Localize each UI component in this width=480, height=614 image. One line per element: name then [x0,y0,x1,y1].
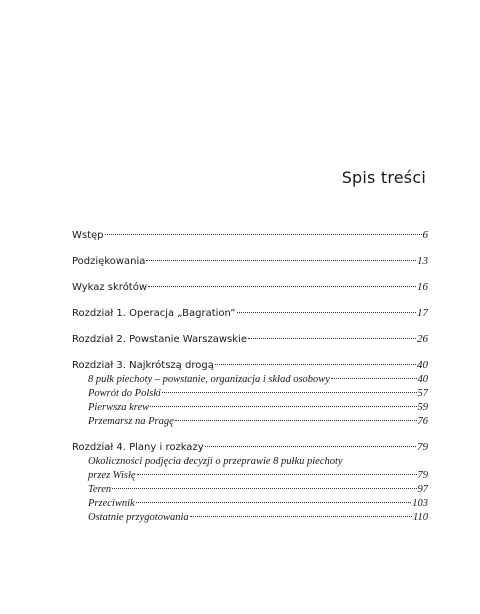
dot-leader [112,488,416,489]
toc-entry-label: Wstęp [72,230,104,241]
toc-subentry[interactable] [72,497,428,511]
toc-entry-label: Rozdział 2. Powstanie Warszawskie [72,334,247,345]
toc-subentry[interactable] [72,469,428,483]
toc-entry-wstep[interactable] [72,228,428,243]
toc-subentry-first-line[interactable] [72,455,428,469]
dot-leader [237,312,417,313]
dot-leader [150,406,416,407]
toc-subentry-page: 57 [417,388,428,399]
toc-entry-chapter-4[interactable] [72,440,428,455]
dot-leader [205,446,416,447]
toc-subentry[interactable] [72,511,428,525]
toc-subentry-label-line1: Okoliczności podjęcia decyzji o przeprawie 8 pułku piechoty [88,456,343,467]
toc-entry-label: Rozdział 1. Operacja „Bagration” [72,308,236,319]
toc-subentry-label: Przeciwnik [88,498,135,509]
dot-leader [148,286,416,287]
dot-leader [215,364,416,365]
toc-entry-chapter-1[interactable] [72,306,428,321]
toc-subentry[interactable] [72,387,428,401]
dot-leader [331,378,417,379]
toc-subentry-page: 79 [417,470,428,481]
toc-entry-label: Rozdział 3. Najkrótszą drogą [72,360,214,371]
toc-entry-chapter-2[interactable] [72,332,428,347]
toc-subentry[interactable] [72,373,428,387]
dot-leader [137,474,417,475]
toc-subentry-page: 40 [417,374,428,385]
toc-subentry-label: Przemarsz na Pragę [88,416,174,427]
toc-subentry-page: 103 [412,498,428,509]
dot-leader [162,392,417,393]
toc-subentry-page: 97 [417,484,428,495]
toc-entry-label: Wykaz skrótów [72,282,148,293]
dot-leader [146,260,416,261]
toc-entry-wykaz-skrotow[interactable] [72,280,428,295]
toc-entry-page: 16 [417,281,428,293]
toc-subentry-label: Pierwsza krew [88,402,150,413]
table-of-contents [72,228,428,525]
toc-subentry-label: przez Wisłę [88,470,136,481]
toc-entry-page: 13 [417,255,428,267]
dot-leader [136,502,412,503]
page-title: Spis treści [341,168,426,187]
toc-subentry[interactable] [72,415,428,429]
toc-entry-podziekowania[interactable] [72,254,428,269]
toc-entry-page: 79 [417,441,428,453]
toc-entry-page: 17 [417,307,428,319]
toc-subentry-label: Ostatnie przygotowania [88,512,189,523]
dot-leader [248,338,416,339]
toc-subentry[interactable] [72,401,428,415]
toc-entry-page: 26 [417,333,428,345]
toc-entry-chapter-3[interactable] [72,358,428,373]
dot-leader [190,516,412,517]
toc-entry-page: 6 [422,229,428,241]
toc-subentry-label: Teren [88,484,112,495]
toc-subentry[interactable] [72,483,428,497]
toc-subentry-page: 76 [417,416,428,427]
toc-entry-page: 40 [417,359,428,371]
toc-subentry-page: 110 [413,512,428,523]
toc-entry-label: Rozdział 4. Plany i rozkazy [72,442,204,453]
toc-subentry-label: 8 pułk piechoty – powstanie, organizacja i skład osobowy [88,374,330,385]
toc-subentry-label: Powrót do Polski [88,388,161,399]
dot-leader [105,234,422,235]
toc-entry-label: Podziękowania [72,256,146,267]
toc-subentry-page: 59 [417,402,428,413]
dot-leader [175,420,417,421]
